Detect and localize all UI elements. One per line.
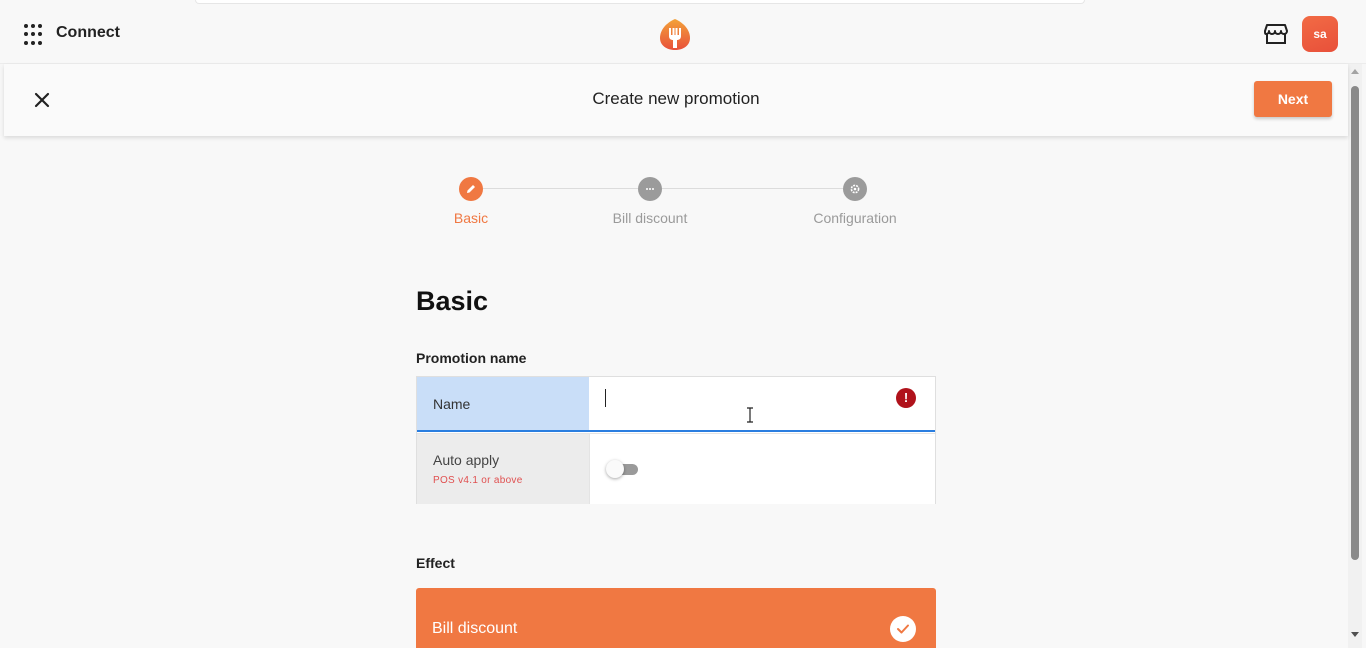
gear-icon: [843, 177, 867, 201]
apps-grid-icon[interactable]: [24, 24, 46, 46]
section-title: Basic: [416, 286, 489, 316]
error-circle-icon: !: [896, 388, 916, 408]
step-basic[interactable]: [391, 177, 551, 226]
text-caret: [605, 389, 606, 407]
avatar[interactable]: sa: [1302, 16, 1338, 52]
step-label: Basic: [453, 210, 489, 226]
auto-apply-cell: [589, 434, 935, 504]
effect-heading: Effect: [416, 555, 455, 571]
scroll-down-arrow-icon[interactable]: [1351, 632, 1359, 637]
app-title: Connect: [56, 24, 120, 41]
top-tab-edge: [195, 0, 1085, 4]
name-input[interactable]: [589, 377, 935, 430]
auto-apply-toggle[interactable]: [606, 460, 640, 478]
page-scrollbar[interactable]: [1348, 64, 1362, 648]
step-label: Configuration: [813, 210, 897, 226]
fork-flame-logo-icon: [658, 17, 692, 51]
step-bill-discount[interactable]: [570, 177, 730, 226]
step-configuration[interactable]: [775, 177, 935, 226]
app-bar: [0, 0, 1366, 64]
auto-apply-label-cell: [417, 434, 589, 504]
effect-option-bill-discount[interactable]: [416, 588, 936, 648]
check-icon: [890, 616, 916, 642]
modal-header: [4, 64, 1348, 136]
modal-title: Create new promotion: [592, 89, 760, 108]
effect-option-label: Bill discount: [432, 620, 518, 637]
step-label: Bill discount: [612, 210, 688, 226]
text-cursor-icon: [745, 407, 755, 423]
promotion-form-page: [0, 136, 1348, 648]
promotion-name-heading: Promotion name: [416, 350, 527, 366]
auto-apply-row: [417, 433, 935, 503]
auto-apply-note: POS v4.1 or above: [433, 475, 523, 486]
storefront-icon[interactable]: [1264, 23, 1288, 45]
promotion-fields-table: [416, 376, 936, 504]
toggle-knob: [606, 460, 624, 478]
name-row: [417, 377, 935, 432]
name-label: Name: [417, 377, 589, 430]
next-button[interactable]: Next: [1254, 81, 1332, 117]
scroll-up-arrow-icon[interactable]: [1351, 69, 1359, 74]
ellipsis-icon: [638, 177, 662, 201]
pencil-icon: [459, 177, 483, 201]
auto-apply-label: Auto apply: [433, 452, 500, 468]
scrollbar-thumb[interactable]: [1351, 86, 1359, 560]
